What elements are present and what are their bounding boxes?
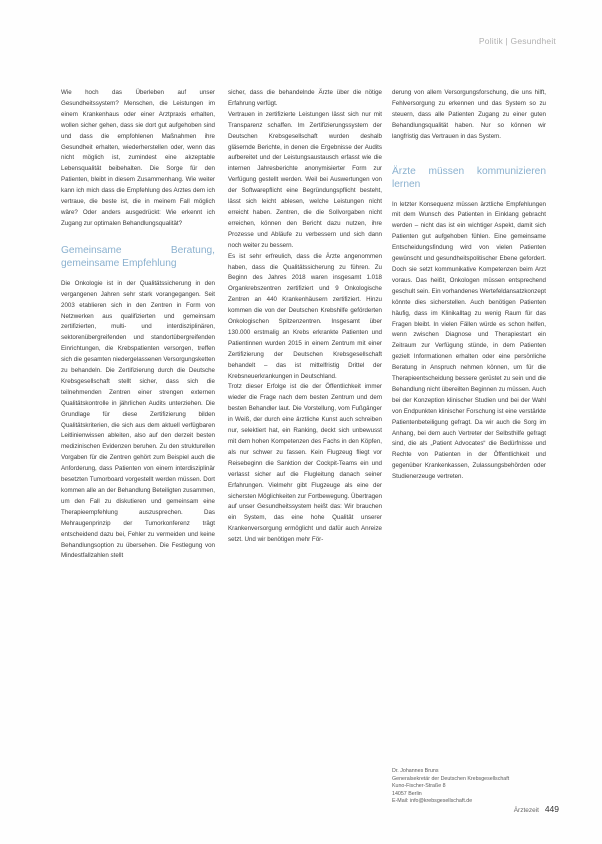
author-city: 14057 Berlin (392, 790, 422, 797)
paragraph: In letzter Konsequenz müssen ärztliche Empfehlungen mit dem Wunsch des Patienten in Einklang gebracht werden – nicht das ist ein wichtiger Aspekt, damit sich Patienten gut aufgehoben fühlen. Eine gemeinsame Entscheidungsfindung wird von vielen Patienten gewünscht und gesundheitspolitischer Ebene gefordert. Doch sie setzt kommunikative Kompetenzen beim Arzt voraus. Das heißt, Onkologen müssen entsprechend geschult sein. Ein vorhandenes Wertefeldansatzkonzept könnte dies sicherstellen. Auch benötigen Patienten häufig, dass im Klinikalltag zu wenig Raum für das Fragen bleibt. In vielen Fällen würde es schon helfen, wenn zwischen Diagnose und Therapiestart ein Zeitraum zur Verfügung stünde, in dem Patienten gezielt Informationen erhalten oder eine persönliche Beratung in Anspruch nehmen können, um für die Therapieentscheidung bessere gerüstet zu sein und die Behandlung nicht übereilten Beginnen zu müssen. Auch bei der Konzeption klinischer Studien und bei der Wahl von Endpunkten klinischer Forschung ist eine verstärkte Patientenbeteiligung gefragt. Da wir auch die Sorg im Anhang, bei dem auch Vertreter der Selbsthilfe gefragt sind, die als „Patient Advocates“ die Bedürfnisse und Rechte von Patienten in der Öffentlichkeit und gegenüber Krankenkassen, Zulassungsbehörden oder Studienerzeuge vertreten. (392, 200, 546, 481)
subheading: Gemeinsame Beratung, gemeinsame Empfehlung (61, 244, 215, 269)
paragraph: Es ist sehr erfreulich, dass die Ärzte angenommen haben, dass die Qualitätssicherung zu führen. Zu Beginn des Jahres 2018 waren insgesamt 1.018 Organkrebszentren zertifiziert und 9 Onkologische Zentren an 440 Krankenhäusern zertifiziert. Hinzu kommen die von der Deutschen Krebshilfe geförderten Onkologischen Spitzenzentren. Insgesamt über 130.000 erstmalig an Krebs erkrankte Patienten und Patientinnen wurden 2015 in einem Zentrum mit einer Zertifizierung der Deutschen Krebsgesellschaft behandelt – das ist mittelfristig Drittel der Krebsneuerkrankungen in Deutschland. (228, 252, 382, 380)
page-number: 449 (544, 804, 559, 814)
author-email: E-Mail: info@krebsgesellschaft.de (392, 798, 473, 805)
paragraph: Trotz dieser Erfolge ist die der Öffentlichkeit immer wieder die Frage nach dem besten Zentrum und dem besten Behandler laut. Die Vorstellung, vom Fußgänger in Weiß, der durch eine ärztliche Kunst auch schreiben nur, selektiert hat, ein Ranking, deckt sich unbewusst mit dem hohen Kompetenzen des Fachs in den Köpfen, als nur schwer zu fassen. Kein Flugzeug fliegt vor Reisebeginn die Sanktion der Cockpit-Teams ein und verlasst sicher auf die Flugleitung danach seiner Erfahrungen. Vielmehr gibt Flugzeuge als eine der sichersten Möglichkeiten zur Fortbewegung. Übertragen auf unser Gesundheitssystem heißt das: Wir brauchen ein System, das eine hohe Qualität unserer Krankenversorgung ermöglicht und dafür auch Anreize setzt. Und wir benötigen mehr För- (228, 383, 382, 544)
author-title: Generalsekretär der Deutschen Krebsgesellschaft (392, 775, 510, 782)
publication-name: Ärztezeit (513, 807, 539, 814)
paragraph: derung von allem Versorgungsforschung, die uns hilft, Fehlversorgung zu erkennen und das System so zu steuern, dass alle Patienten Zugang zu einer guten Behandlungsqualität haben. Nur so können wir langfristig das Vertrauen in das System. (392, 89, 546, 140)
page-footer (514, 804, 559, 814)
text-column-2 (228, 88, 382, 546)
subheading: Ärzte müssen kommunizieren lernen (392, 165, 546, 190)
paragraph: Wie hoch das Überleben auf unser Gesundheitssystem? Menschen, die Leistungen im einem Krankenhaus oder einer Arztpraxis erhalten, wollen sicher gehen, dass sie dort gut aufgehoben sind und dass die empfohlenen Maßnahmen ihre Gesundheit erhalten, wiederherstellen oder, wenn das nicht möglich ist, zumindest eine akzeptable Lebensqualität beibehalten. Die Sorge für den Patienten, bleibt in diesem Zusammenhang. Wie weiter kann ich mich dass die Empfehlung des Arztes dem ich vertraue, die beste ist, die in meinem Fall möglich wäre? Oder anders ausgedrückt: Wie erkennt ich Zugang zur optimalen Behandlungsqualität? (61, 89, 215, 227)
paragraph: Die Onkologie ist in der Qualitätssicherung in den vergangenen Jahren sehr stark vorangegangen. Seit 2003 etablieren sich in den Zentren in Form von Netzwerken aus qualifizierten und gemeinsam zertifizierten, multi- und interdisziplinären, sektorenübergreifenden und standortübergreifenden Einrichtungen, die Krebspatienten versorgen, treffen sich die gesamten niedergelassenen Versorgungsketten zu behandeln. Die Zertifizierung durch die Deutsche Krebsgesellschaft stellt sicher, dass sich die teilnehmenden Zentren einer strengen externen Qualitätskontrolle in jährlichen Audits unterziehen. Die Grundlage für diese Zertifizierung bilden Qualitätskriterien, die sich aus dem aktuell verfügbaren Leitlinienwissen ableiten, also auf den derzeit besten medizinischen Evidenzen beruhen. Zu den strukturellen Vorgaben für die Zentren gehört zum Beispiel auch die Anforderung, dass Patienten von einem interdisziplinär besetzten Tumorboard vorgestellt werden müssen. Dort kommen alle an der Behandlung Beteiligten zusammen, um den Fall zu diskutieren und gemeinsam eine Therapieempfehlung auszusprechen. Das Mehraugenprinzip der Tumorkonferenz trägt entscheidend dazu bei, Fehler zu vermeiden und keine Behandlungsoption zu übersehen. Die Festlegung von Mindestfallzahlen stellt (61, 279, 215, 560)
author-info (392, 768, 509, 806)
paragraph: Vertrauen in zertifizierte Leistungen lässt sich nur mit Transparenz schaffen. Im Zertifizierungssystem der Deutschen Krebsgesellschaft wurden deshalb gläsernde Berichte, in denen die Ergebnisse der Audits aufbereitet und der Leistungsaustausch erfasst wie die internen Jahresberichte anonymisierter Form zur Verfügung gestellt werden. Weil bei Auswertungen von der Softwarepflicht eine Begründungspflicht besteht, lässt sich leicht ablesen, welche Leistungen nicht erreicht haben. Zentren, die die Sollvorgaben nicht erreichen, können den Bericht dazu nutzen, ihre Prozesse und Abläufe zu verbessern und sich dann noch weiter zu bessern. (228, 110, 382, 249)
section-header: Politik | Gesundheit (478, 36, 556, 46)
author-street: Kuno-Fischer-Straße 8 (392, 783, 446, 790)
text-column-1 (61, 88, 215, 562)
text-column-3 (392, 88, 546, 483)
paragraph: sicher, dass die behandelnde Ärzte über die nötige Erfahrung verfügt. (228, 89, 382, 107)
author-name: Dr. Johannes Bruns (392, 768, 439, 774)
